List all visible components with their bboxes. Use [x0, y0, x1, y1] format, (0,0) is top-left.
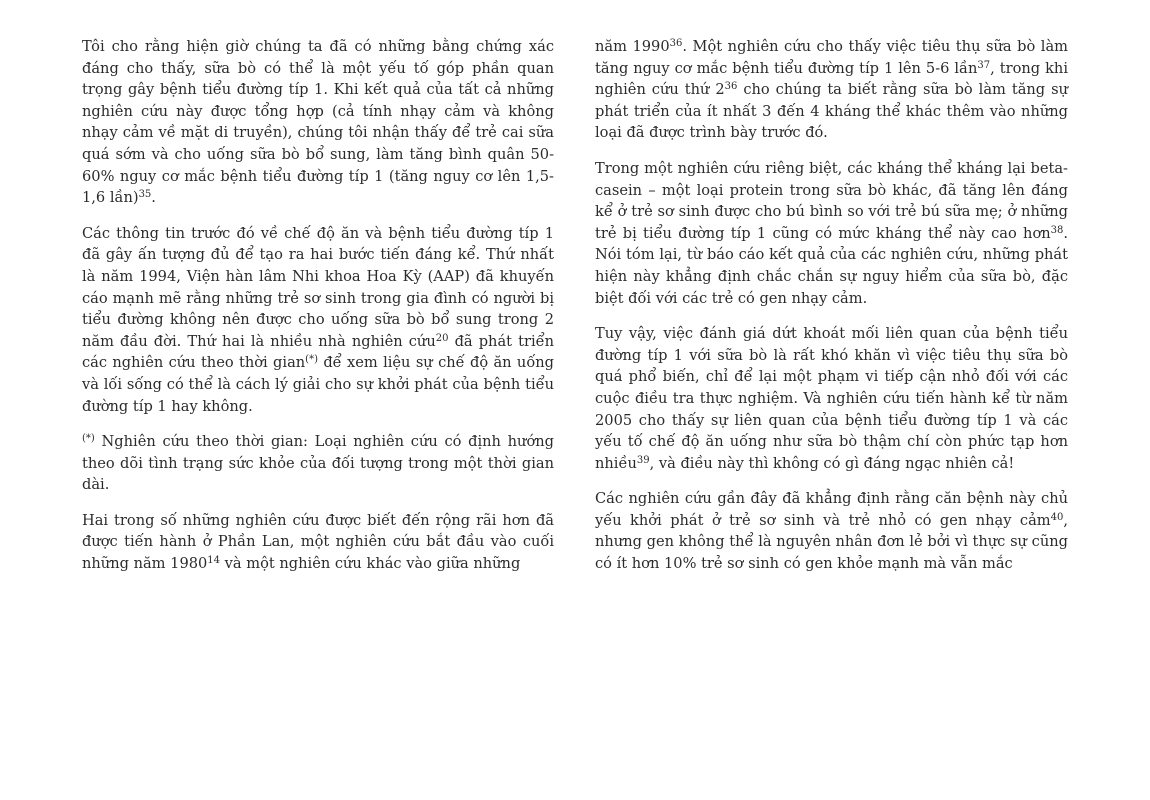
citation-ref: 37 [977, 59, 991, 71]
paragraph-text: đã phát triển các nghiên cứu theo thời gian [82, 332, 554, 372]
paragraph-finland-results [595, 36, 1068, 144]
paragraph-text: để xem liệu sự chế độ ăn uống và lối sống có thể là cách lý giải cho sự khởi phát của bệnh tiểu đường típ 1 hay không. [82, 354, 554, 415]
citation-ref: 38 [1050, 224, 1064, 236]
citation-ref: 36 [724, 81, 738, 93]
paragraph-intro-evidence [82, 36, 554, 209]
paragraph-text: , nhưng gen không thể là nguyên nhân đơn lẻ bởi vì thực sự cũng có ít hơn 10% trẻ sơ sinh có gen khỏe mạnh mà vẫn mắc [595, 511, 1068, 573]
paragraph-text: , trong khi nghiên cứu thứ 2 [595, 59, 1069, 99]
citation-ref: 14 [207, 555, 221, 567]
paragraph-text: . [151, 189, 156, 207]
paragraph-finland-studies [82, 510, 554, 575]
paragraph-text: Hai trong số những nghiên cứu được biết đến rộng rãi hơn đã được tiến hành ở Phần Lan, một nghiên cứu bắt đầu vào cuối những năm 1980 [82, 511, 554, 573]
paragraph-text: . Một nghiên cứu cho thấy việc tiêu thụ sữa bò làm tăng nguy cơ mắc bệnh tiểu đường típ 1 lên 5-6 lần [595, 38, 1069, 77]
paragraph-text: Tôi cho rằng hiện giờ chúng ta đã có những bằng chứng xác đáng cho thấy, sữa bò có thể là một yếu tố góp phần quan trọng gây bệnh tiểu đường típ 1. Khi kết quả của tất cả những nghiên cứu này được tổng hợp (cả tính nhạy cảm và không nhạy cảm về mặt di truyền), chúng tôi nhận thấy để trẻ cai sữa quá sớm và cho uống sữa bò bổ sung, làm tăng bình quân 50-60% nguy cơ mắc bệnh tiểu đường típ 1 (tăng nguy cơ lên 1,5-1,6 lần) [82, 38, 554, 207]
citation-ref: 36 [669, 38, 683, 49]
footnote [82, 431, 554, 496]
paragraph-aap-recommendation [82, 223, 554, 417]
paragraph-text: Trong một nghiên cứu riêng biệt, các kháng thể kháng lại beta-casein – một loại protein trong sữa bò khác, đã tăng lên đáng kể ở trẻ sơ sinh được cho bú bình so với trẻ bú sữa mẹ; ở những trẻ bị tiểu đường típ 1 cũng có mức kháng thể này cao hơn [595, 159, 1068, 242]
paragraph-text: cho chúng ta biết rằng sữa bò làm tăng sự phát triển của ít nhất 3 đến 4 kháng thể khác thêm vào những loại đã được trình bày trước đó. [595, 81, 1068, 142]
paragraph-text: Các thông tin trước đó về chế độ ăn và bệnh tiểu đường típ 1 đã gây ấn tượng đủ để tạo ra hai bước tiến đáng kể. Thứ nhất là năm 1994, Viện hàn lâm Nhi khoa Hoa Kỳ (AAP) đã khuyến cáo mạnh mẽ rằng những trẻ sơ sinh trong gia đình có người bị tiểu đường không nên được cho uống sữa bò bổ sung trong 2 năm đầu đời. Thứ hai là nhiều nhà nghiên cứu [82, 224, 554, 350]
paragraph-text: Các nghiên cứu gần đây đã khẳng định rằng căn bệnh này chủ yếu khởi phát ở trẻ sơ sinh và trẻ nhỏ có gen nhạy cảm [595, 490, 1068, 529]
right-column [595, 36, 1068, 589]
paragraph-text: . Nói tóm lại, từ báo cáo kết quả của các nghiên cứu, những phát hiện này khẳng định chắc chắn sự nguy hiểm của sữa bò, đặc biệt đối với các trẻ có gen nhạy cảm. [595, 224, 1068, 307]
citation-ref: 40 [1050, 511, 1064, 523]
footnote-text: Nghiên cứu theo thời gian: Loại nghiên cứu có định hướng theo dõi tình trạng sức khỏe của đối tượng trong một thời gian dài. [82, 433, 554, 494]
paragraph-text: , và điều này thì không có gì đáng ngạc nhiên cả! [649, 454, 1015, 472]
footnote-marker: (*) [305, 354, 318, 366]
citation-ref: 35 [138, 189, 152, 201]
paragraph-text: năm 1990 [595, 38, 670, 55]
footnote-marker: (*) [82, 433, 95, 445]
citation-ref: 20 [435, 332, 449, 344]
paragraph-text: và một nghiên cứu khác vào giữa những [220, 555, 521, 573]
paragraph-text: Tuy vậy, việc đánh giá dứt khoát mối liên quan của bệnh tiểu đường típ 1 với sữa bò là rất khó khăn vì việc tiêu thụ sữa bò quá phổ biến, chỉ để lại một phạm vi tiếp cận nhỏ đối với các cuộc điều tra thực nghiệm. Và nghiên cứu tiến hành kể từ năm 2005 cho thấy sự liên quan của bệnh tiểu đường típ 1 và các yếu tố chế độ ăn uống như sữa bò thậm chí còn phức tạp hơn nhiều [595, 325, 1068, 472]
paragraph-beta-casein [595, 158, 1068, 309]
left-column [82, 36, 554, 589]
paragraph-difficulty [595, 323, 1068, 474]
citation-ref: 39 [636, 454, 650, 466]
paragraph-recent-studies [595, 488, 1068, 574]
